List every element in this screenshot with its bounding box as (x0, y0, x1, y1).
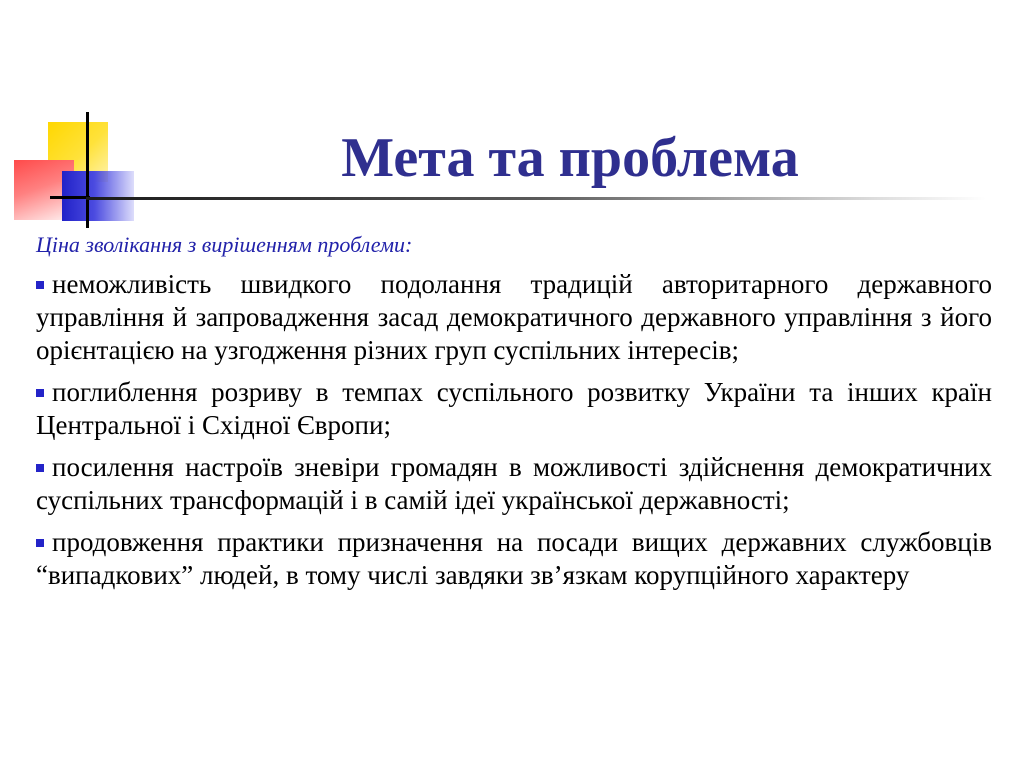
bullet-text: продовження практики призначення на посади вищих державних службовців “випадкових” людей, в тому числі завдяки зв’язкам корупційного характеру (36, 527, 992, 590)
square-bullet-icon (36, 389, 44, 397)
logo-vertical-line (86, 112, 89, 228)
list-item (36, 268, 992, 367)
square-bullet-icon (36, 539, 44, 547)
decorative-logo (0, 0, 160, 240)
bullet-list (36, 268, 992, 592)
bullet-text: неможливість швидкого подолання традицій авторитарного державного управління й запровадження засад демократичного державного управління з його орієнтацією на узгодження різних груп суспільних інтересів; (36, 269, 992, 365)
logo-horizontal-line (50, 196, 90, 199)
list-item (36, 526, 992, 592)
slide-title: Мета та проблема (341, 127, 799, 189)
slide-content (36, 230, 992, 601)
slide-subtitle: Ціна зволікання з вирішенням проблеми: (36, 232, 413, 257)
title-divider (86, 197, 986, 200)
bullet-text: поглиблення розриву в темпах суспільного розвитку України та інших країн Центральної і Східної Європи; (36, 377, 992, 440)
bullet-text: посилення настроїв зневіри громадян в можливості здійснення демократичних суспільних трансформацій і в самій ідеї української державності; (36, 452, 992, 515)
square-bullet-icon (36, 281, 44, 289)
square-bullet-icon (36, 464, 44, 472)
list-item (36, 376, 992, 442)
list-item (36, 451, 992, 517)
